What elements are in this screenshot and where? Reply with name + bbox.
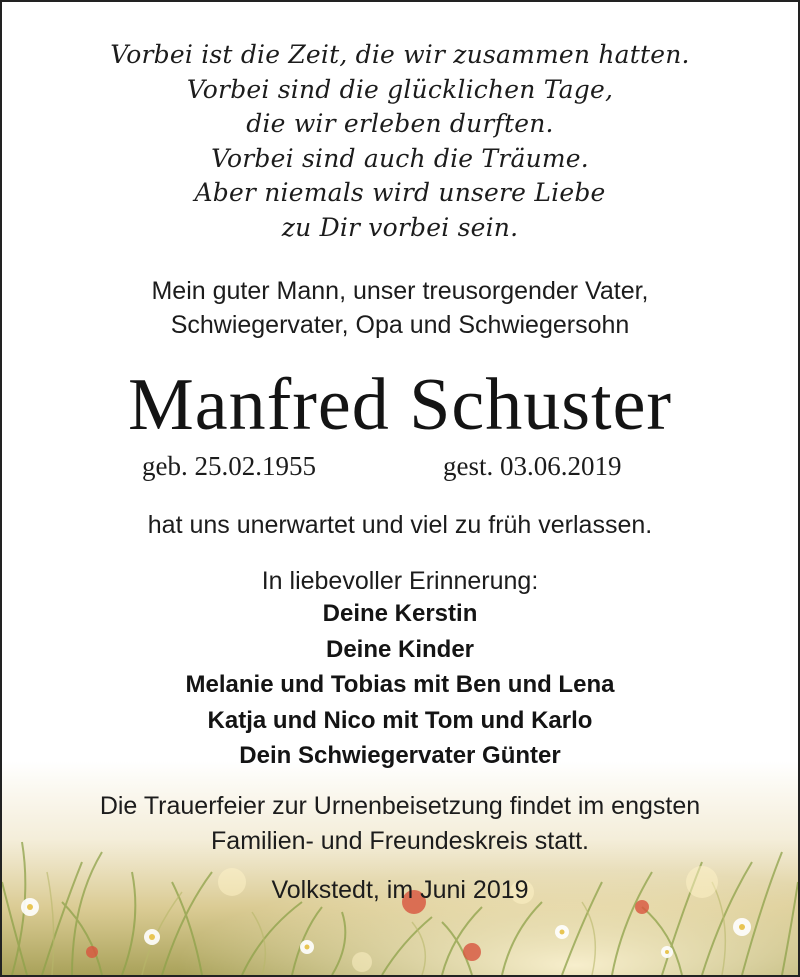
service-line: Die Trauerfeier zur Urnenbeisetzung findet im engsten [99, 792, 701, 820]
intro-line: Schwiegervater, Opa und Schwiegersohn [170, 311, 630, 339]
poem-line: Vorbei sind die glücklichen Tage, [186, 74, 614, 104]
death-date: gest. 03.06.2019 [443, 451, 622, 481]
service-line: Familien- und Freundeskreis statt. [211, 827, 589, 855]
mourner-name: Deine Kerstin [322, 600, 478, 627]
memory-heading: In liebevoller Erinnerung: [261, 567, 539, 595]
mourners-list [2, 596, 798, 774]
mourner-name: Deine Kinder [325, 635, 475, 663]
poem-line: Vorbei ist die Zeit, die wir zusammen hatten. [110, 40, 690, 69]
poem-line: Aber niemals wird unsere Liebe [194, 178, 606, 207]
service-notice [2, 789, 798, 859]
poem-line: Vorbei sind auch die Träume. [211, 143, 589, 173]
mourner-name: Melanie und Tobias mit Ben und Lena [185, 671, 615, 698]
intro-text [2, 274, 798, 342]
mourner-name: Dein Schwiegervater Günter [239, 742, 561, 769]
poem [2, 38, 798, 245]
mourner-name: Katja und Nico mit Tom und Karlo [207, 706, 593, 734]
intro-line: Mein guter Mann, unser treusorgender Vater, [151, 277, 649, 305]
place-and-date: Volkstedt, im Juni 2019 [271, 876, 529, 904]
poem-line: die wir erleben durften. [246, 109, 554, 138]
passing-statement: hat uns unerwartet und viel zu früh verlassen. [147, 511, 653, 539]
poem-line: zu Dir vorbei sein. [281, 212, 519, 242]
birth-date: geb. 25.02.1955 [142, 451, 316, 481]
deceased-name: Manfred Schuster [127, 364, 673, 446]
